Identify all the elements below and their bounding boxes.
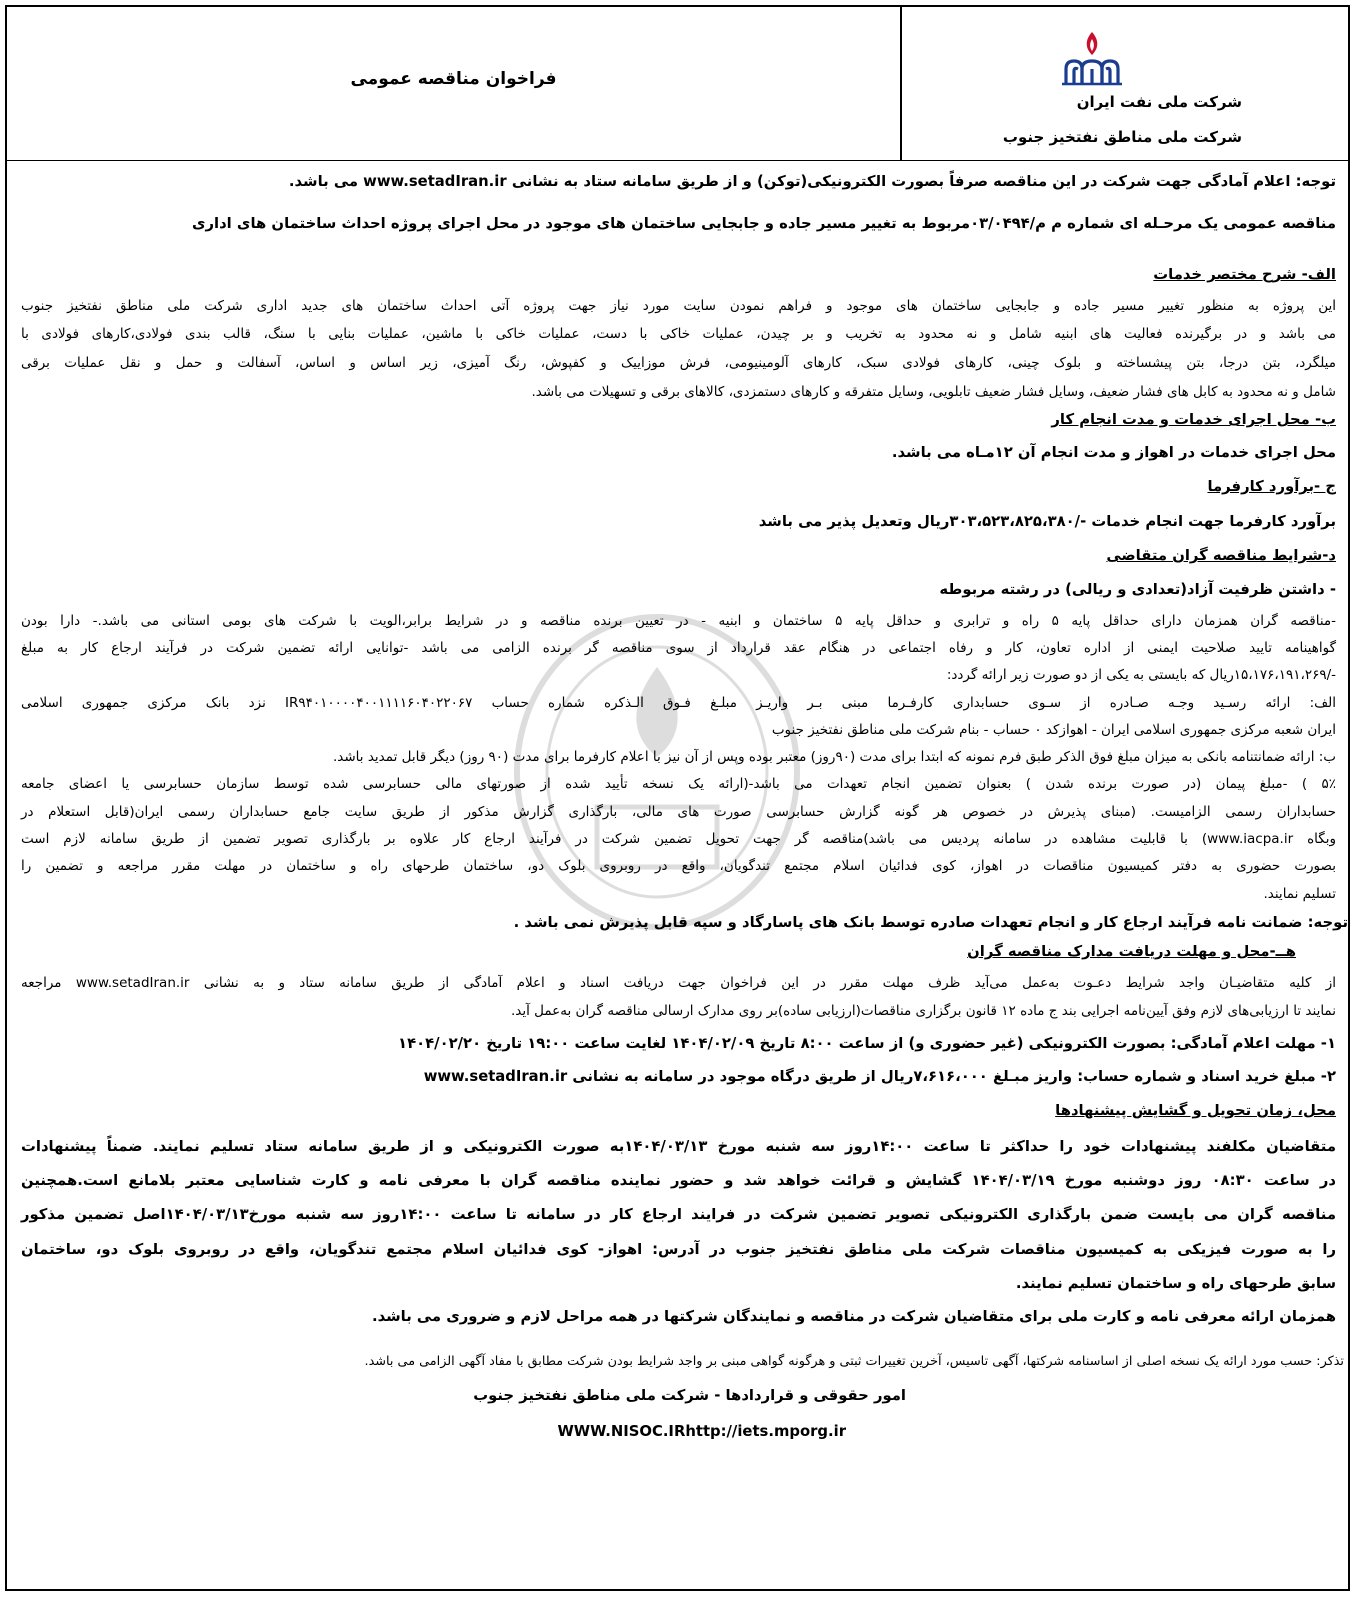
section-be-heading: ب- محل اجرای خدمات و مدت انجام کار — [1051, 411, 1336, 428]
section-alef-line: این پروژه به منظور تغییر مسیر جاده و جابجایی ساختمان های موجود و فراهم نمودن سایت مورد نیاز جهت پروژه آتی احداث ساختمان های جدید اداری شرکت ملی مناطق نفتخیز جنوب — [21, 298, 1336, 314]
section-delivery-line: سابق طرحهای راه و ساختمان تسلیم نمایند. — [1015, 1275, 1336, 1292]
footer-websites: WWW.NISOC.IRhttp://iets.mporg.ir — [557, 1423, 846, 1440]
section-dal-line: ب: ارائه ضمانتنامه بانکی به میزان مبلغ فوق الذکر طبق فرم نمونه که ابتدا برای مدت (۹۰روز) معتبر بوده وپس از آن نیز با اعلام کارفرما برای مدت (۹۰ روز) دیگر قابل تمدید باشد. — [332, 749, 1336, 765]
title-box — [7, 7, 900, 160]
section-dal-sub: - داشتن ظرفیت آزاد(تعدادی و ریالی) در رشته مربوطه — [939, 581, 1336, 598]
section-dal-line: -/۱۵،۱۷۶،۱۹۱،۲۶۹ریال که بایستی به یکی از دو صورت زیر ارائه گردد: — [946, 667, 1336, 683]
notice-bank: توجه: ضمانت نامه فرآیند ارجاع کار و انجام تعهدات صادره توسط بانک های پاسارگاد و سپه قابل پذیرش نمی باشد . — [513, 914, 1348, 931]
section-alef-heading: الف- شرح مختصر خدمات — [1153, 266, 1336, 283]
page-title: فراخوان مناقصه عمومی — [350, 68, 557, 89]
section-dal-line: -مناقصه گران همزمان دارای حداقل پایه ۵ راه و ترابری و حداقل پایه ۵ ساختمان و ابنیه - در تعیین برنده مناقصه و در شرایط برابر،الویت با شرکت های بومی استانی می باشد.- دارا بودن — [21, 613, 1337, 629]
section-dal-line: ۵٪ ) -مبلغ پیمان (در صورت برنده شدن ) بعنوان تضمین انجام تعهدات می باشد-(ارائه یک نسخه تأیید شده از صورتهای مالی حسابرسی شده توسط سازمان حسابرسی یا اعضای جامعه — [21, 776, 1336, 792]
section-delivery-line: متقاضیان مکلفند پیشنهادات خود را حداکثر تا ساعت ۱۴:۰۰روز سه شنبه مورخ ۱۴۰۴/۰۳/۱۳به صورت الکترونیکی و از طریق سامانه ستاد تسلیم نمایند. ضمناً پیشنهادات — [21, 1138, 1336, 1155]
company-block — [902, 7, 1350, 160]
section-dal-heading: د-شرایط مناقصه گران متقاضی — [1106, 547, 1336, 564]
section-alef-line: میلگرد، بتن درجا، بتن پیشساخته و بلوک چینی، کارهای فولادی سبک، کارهای آلومینیومی، فرش موزاییک و کفپوش، رنگ آمیزی، زیر اساس و اساس، آسفالت و حمل و نقل عملیات برقی — [21, 355, 1336, 371]
document-frame — [5, 5, 1350, 1591]
section-delivery-line: را به صورت فیزیکی به کمیسیون مناقصات شرکت ملی مناطق نفتخیز جنوب در آدرس: اهواز- کوی فدائیان اسلام مجتمع تندگویان، واقع در روبروی بلوک دو، ساختمان — [21, 1241, 1336, 1258]
section-delivery-heading: محل، زمان تحویل و گشایش پیشنهادها — [1055, 1102, 1336, 1119]
section-jim-text: برآورد کارفرما جهت انجام خدمات -/۳۰۳،۵۲۳،۸۲۵،۳۸۰ریال وتعدیل پذیر می باشد — [758, 513, 1336, 530]
section-he-line: از کلیه متقاضیـان واجد شرایط دعـوت به‌عمل می‌آید ظرف مهلت مقرر در این فراخوان جهت دریافت اسناد و اعلام آمادگی از طریق سامانه ستاد و به نشانی www.setadIran.ir مراجعه — [21, 975, 1336, 991]
section-dal-line: حسابداران رسمی الزامیست. (مبنای پذیرش در خصوص هر گونه گزارش حسابرسی صورت های مالی، بارگذاری گزارش مذکور از طریق سایت جامع حسابداران رسمی ایران(قابل استعلام در — [21, 804, 1336, 820]
section-delivery-line: در ساعت ۰۸:۳۰ روز دوشنبه مورخ ۱۴۰۴/۰۳/۱۹ گشایش و قرائت خواهد شد و حضور نماینده مناقصه گران با معرفی نامه و کارت شناسایی معتبر بلامانع است.همچنین — [21, 1172, 1336, 1189]
notice-electronic: توجه: اعلام آمادگی جهت شرکت در این مناقصه صرفاً بصورت الکترونیکی(توکن) و از طریق سامانه ستاد به نشانی www.setadIran.ir می باشد. — [288, 173, 1336, 190]
section-dal-line: وبگاه www.iacpa.ir) با قابلیت مشاهده در سامانه پردیس می باشد)مناقصه گر جهت تحویل تضمین شرکت در فرآیند ارجاع کار علاوه بر بارگذاری تصویر تضمین از طریق سامانه لازم است — [21, 831, 1336, 847]
section-he-line: نمایند تا ارزیابی‌های لازم وفق آیین‌نامه اجرایی بند ج ماده ۱۲ قانون برگزاری مناقصات(ارزیابی ساده)بر روی مدارک ارسالی مناقصه گران به‌عمل آید. — [510, 1003, 1336, 1019]
section-he-heading: هــ-محل و مهلت دریافت مدارک مناقصه گران — [967, 943, 1296, 960]
footer-reminder: تذکر: حسب مورد ارائه یک نسخه اصلی از اساسنامه شرکتها، آگهی تاسیس، آخرین تغییرات ثبتی و هرگونه گواهی مبنی بر واجد شرایط بودن شرکت مطابق با مفاد آگهی الزامی می باشد. — [364, 1354, 1344, 1369]
section-jim-heading: ج -برآورد کارفرما — [1207, 478, 1336, 495]
section-delivery-line: مناقصه گران می بایست ضمن بارگذاری الکترونیکی تصویر تضمین شرکت در فرایند ارجاع کار در سامانه تا ساعت ۱۴:۰۰روز سه شنبه مورخ۱۴۰۴/۰۳/۱۳اصل تضمین مذکور — [21, 1206, 1336, 1223]
section-dal-line: تسلیم نمایند. — [1263, 886, 1336, 902]
tender-title: مناقصه عمومی یک مرحـله ای شماره م م/۰۳/۰۴۹۴مربوط به تغییر مسیر جاده و جابجایی ساختمان های موجود در محل اجرای پروژه احداث ساختمان های اداری — [191, 215, 1336, 232]
header — [7, 7, 1348, 161]
footer-signature: امور حقوقی و قراردادها - شرکت ملی مناطق نفتخیز جنوب — [473, 1387, 906, 1404]
section-dal-line: الف: ارائه رسـید وجـه صـادره از سـوی حسابداری کارفـرما مبنی بـر واریـز مبلـغ فـوق الـذکره شماره حساب IR۹۴۰۱۰۰۰۰۴۰۰۱۱۱۱۶۰۴۰۲۲۰۶۷ نزد بانک مرکزی جمهوری اسلامی — [21, 695, 1336, 711]
company-name-nisoc: شرکت ملی مناطق نفتخیز جنوب — [1002, 128, 1242, 146]
section-be-text: محل اجرای خدمات در اهواز و مدت انجام آن ۱۲مـاه می باشد. — [891, 444, 1336, 461]
section-he-item2: ۲- مبلغ خرید اسناد و شماره حساب: واریز مبـلغ ۷،۶۱۶،۰۰۰ریال از طریق درگاه موجود در سامانه به نشانی www.setadIran.ir — [423, 1068, 1336, 1085]
company-name-nioc: شرکت ملی نفت ایران — [1076, 93, 1242, 111]
section-alef-line: می باشد و در برگیرنده فعالیت های ابنیه شامل و نه محدود به تخریب و بر چیدن، عملیات خاکی با دست، عملیات خاکی با ماشین، عملیات بنایی با سنگ، قالب بندی فولادی،کارهای فولادی با — [21, 326, 1336, 342]
nioc-flame-logo-icon — [1060, 29, 1124, 87]
section-dal-line: گواهینامه تایید صلاحیت ایمنی از اداره تعاون، کار و رفاه اجتماعی در هنگام عقد قرارداد از سوی مناقصه گر برنده الزامی می باشد -توانایی ارائه تضمین شرکت در فرآیند ارجاع کار به مبلغ — [21, 640, 1336, 656]
section-dal-line: ایران شعبه مرکزی جمهوری اسلامی ایران - اهوازکد ۰ حساب - بنام شرکت ملی مناطق نفتخیز جنوب — [771, 722, 1336, 738]
section-dal-line: بصورت حضوری به دفتر کمیسیون مناقصات در اهواز، کوی فدائیان اسلام مجتمع تندگویان، واقع در روبروی بلوک دو، ساختمان طرحهای راه و ساختمان در مهلت مقرر مراجعه و تضمین را — [21, 858, 1336, 874]
section-alef-line: شامل و نه محدود به کابل های فشار ضعیف، وسایل فشار ضعیف تابلویی، وسایل متفرقه و کارهای دستمزدی، کالاهای برقی و تسهیلات می باشد. — [531, 384, 1336, 400]
section-delivery-final: همزمان ارائه معرفی نامه و کارت ملی برای متقاضیان شرکت در مناقصه و نمایندگان شرکتها در همه مراحل لازم و ضروری می باشد. — [371, 1308, 1336, 1325]
section-he-item1: ۱- مهلت اعلام آمادگی: بصورت الکترونیکی (غیر حضوری و) از ساعت ۸:۰۰ تاریخ ۱۴۰۴/۰۲/۰۹ لغایت ساعت ۱۹:۰۰ تاریخ ۱۴۰۴/۰۲/۲۰ — [398, 1035, 1336, 1052]
